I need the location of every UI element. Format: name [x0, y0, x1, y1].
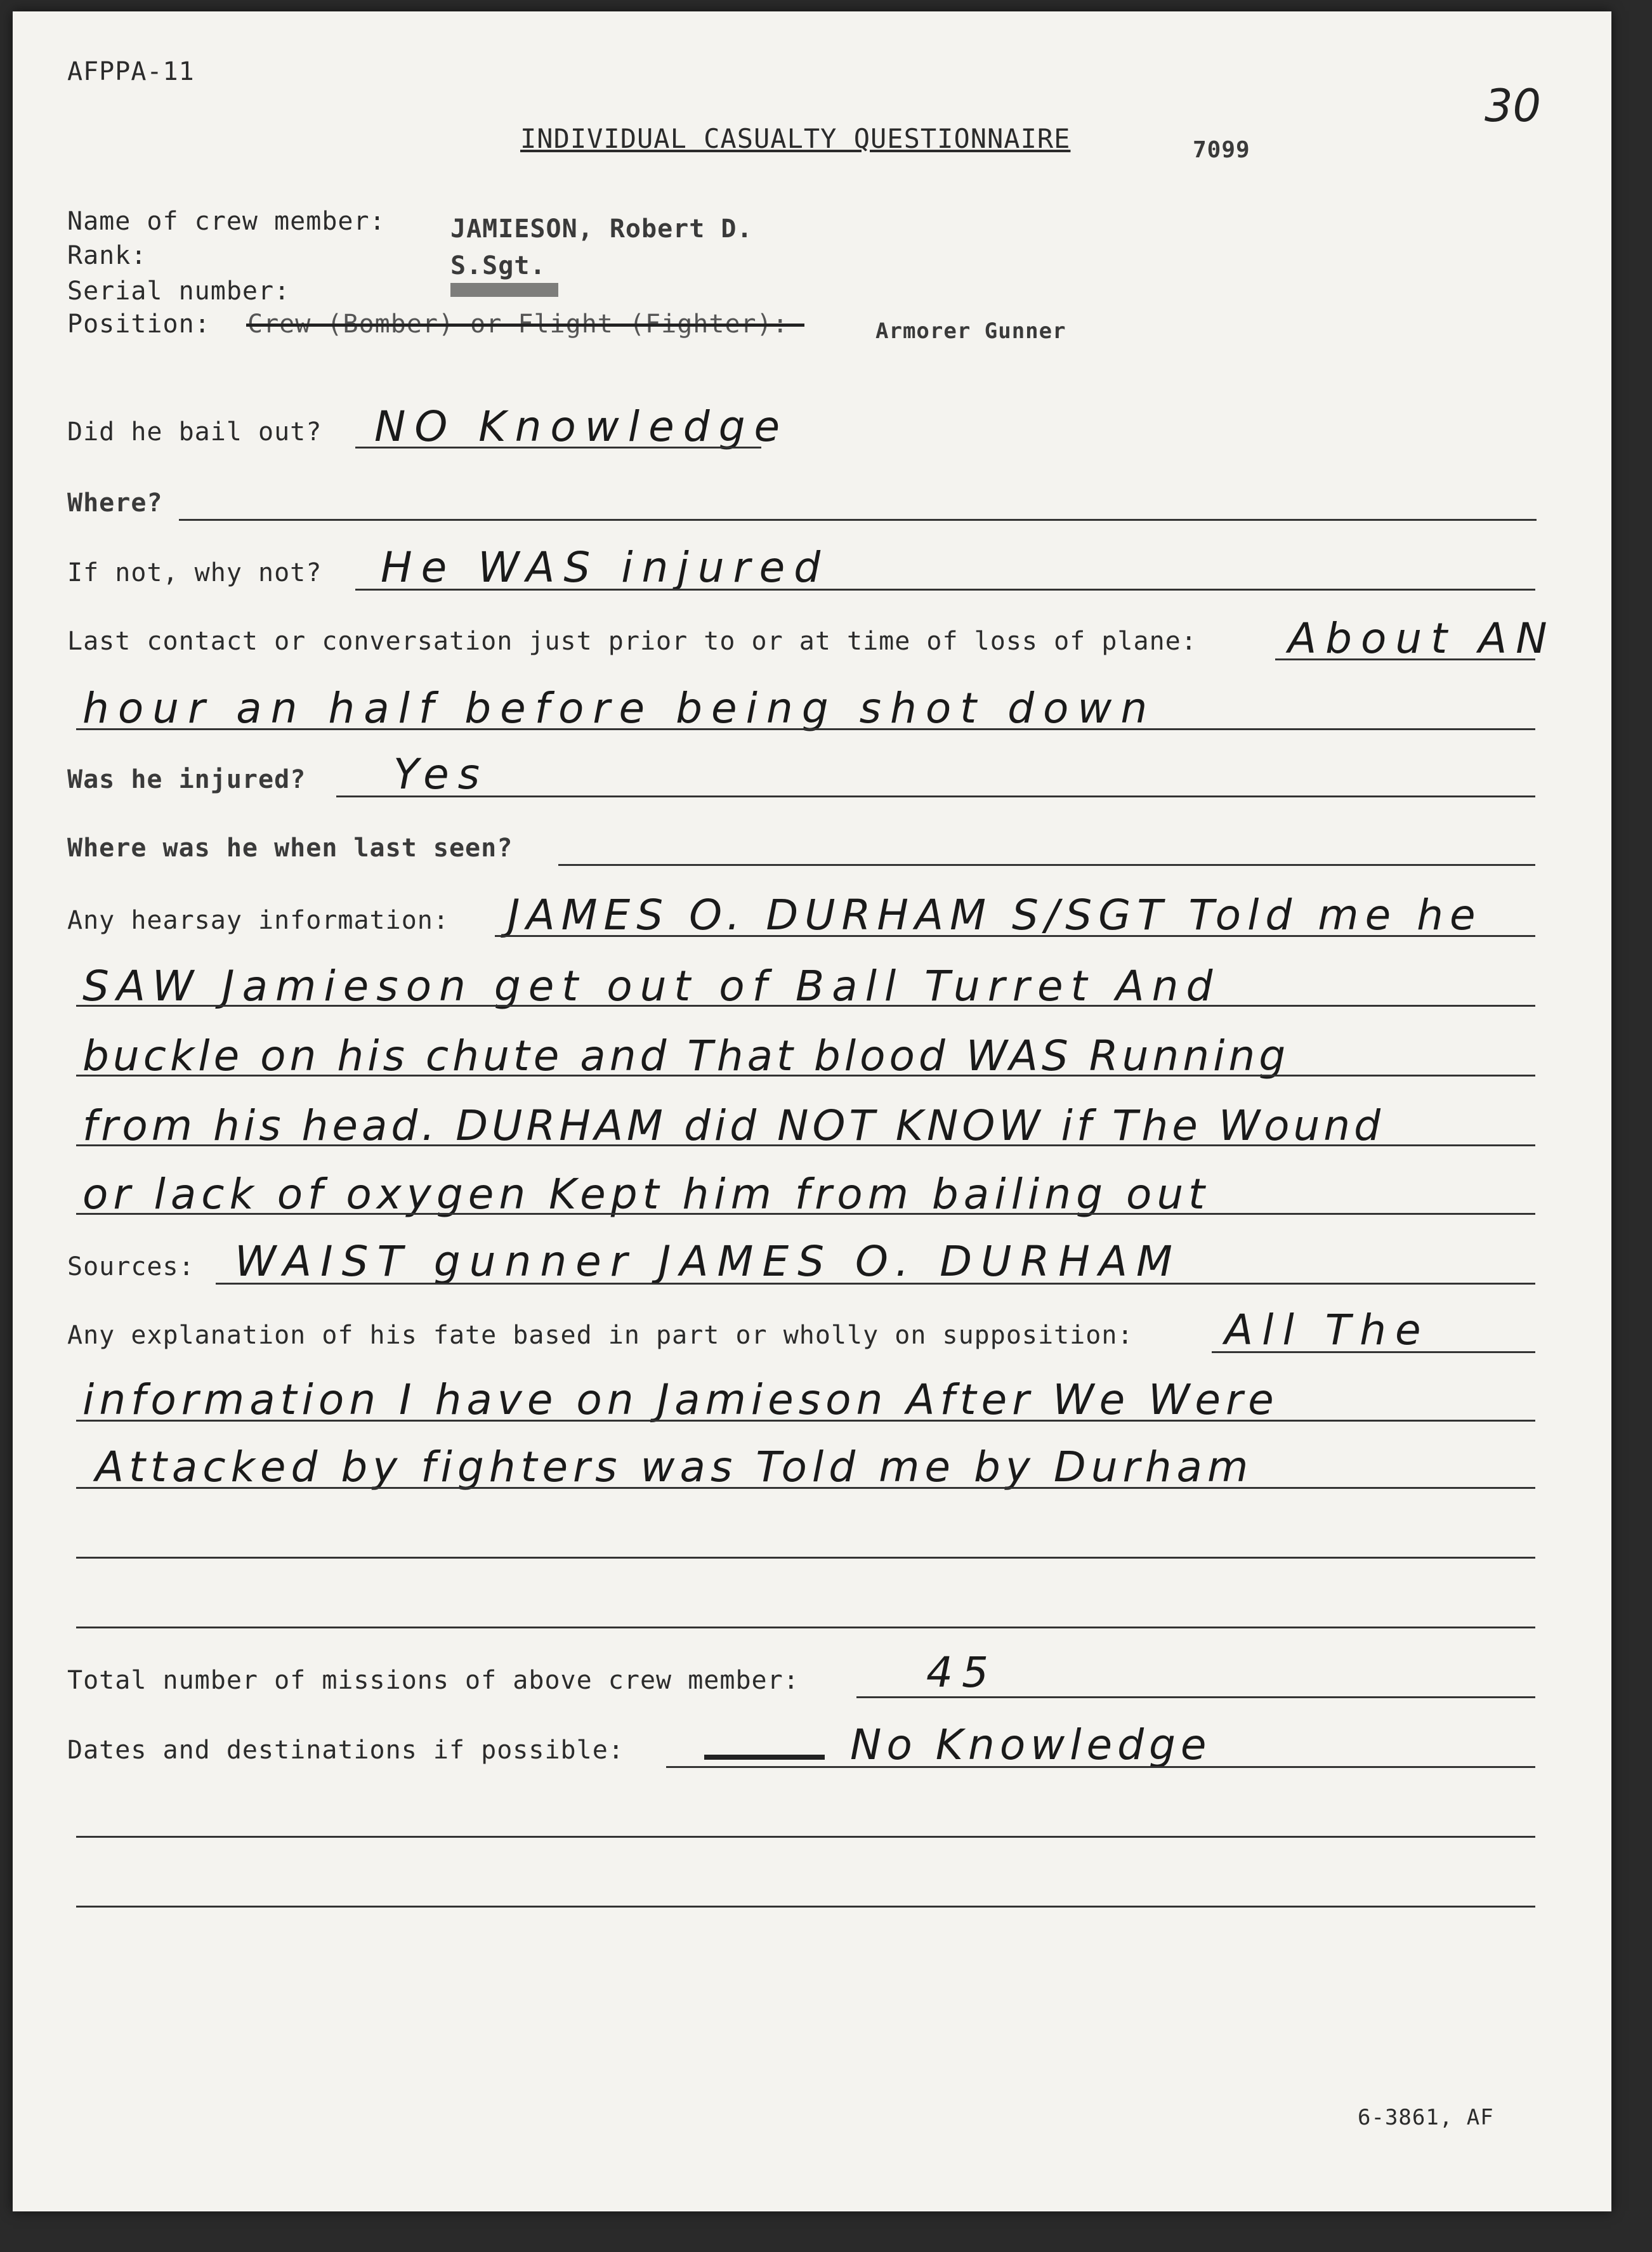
hearsay-label: Any hearsay information:: [67, 906, 449, 935]
dates-label: Dates and destinations if possible:: [67, 1736, 624, 1765]
hearsay-rule-4: [76, 1144, 1535, 1146]
where-label: Where?: [67, 488, 163, 518]
form-title: INDIVIDUAL CASUALTY QUESTIONNAIRE: [520, 123, 1071, 154]
last-contact-label: Last contact or conversation just prior to or at time of loss of plane:: [67, 627, 1197, 656]
explanation-rule-1: [76, 1420, 1535, 1422]
stamp-number: 7099: [1193, 137, 1250, 163]
explanation-rule-2: [76, 1487, 1535, 1489]
hearsay-rule-2: [76, 1005, 1535, 1007]
form-code: 6-3861, AF: [1358, 2105, 1494, 2130]
missions-label: Total number of missions of above crew member:: [67, 1666, 799, 1695]
explanation-line-1: information I have on Jamieson After We Were: [82, 1375, 1279, 1424]
injured-line: [336, 795, 1535, 797]
name-label: Name of crew member:: [67, 207, 386, 236]
why-not-label: If not, why not?: [67, 558, 322, 587]
last-contact-line-1: [1275, 658, 1535, 660]
why-not-answer: He WAS injured: [381, 543, 830, 592]
last-seen-line: [558, 864, 1535, 866]
serial-label: Serial number:: [67, 277, 291, 306]
position-struck-text: Crew (Bomber) or Flight (Fighter):: [247, 310, 789, 339]
serial-redaction: [450, 283, 558, 297]
sources-label: Sources:: [67, 1252, 195, 1281]
name-value: JAMIESON, Robert D.: [450, 214, 753, 244]
hearsay-line-2: SAW Jamieson get out of Ball Turret And: [82, 962, 1221, 1011]
form-id: AFPPA-11: [67, 57, 195, 86]
dates-answer: No Knowledge: [850, 1720, 1212, 1769]
position-label: Position:: [67, 310, 211, 339]
hearsay-rule-5: [76, 1213, 1535, 1215]
explanation-rule-0: [1212, 1351, 1535, 1353]
dates-line: [666, 1766, 1535, 1768]
where-line: [179, 519, 1537, 521]
explanation-label: Any explanation of his fate based in part or wholly on supposition:: [67, 1321, 1134, 1350]
dates-rule-2: [76, 1836, 1535, 1838]
injured-answer: Yes: [393, 750, 489, 799]
position-strikeout: [246, 324, 804, 327]
rank-value: S.Sgt.: [450, 251, 546, 280]
hearsay-line-3: buckle on his chute and That blood WAS Running: [82, 1031, 1290, 1080]
last-seen-label: Where was he when last seen?: [67, 834, 513, 863]
bail-line: [355, 447, 761, 448]
last-contact-answer-1: About AN: [1288, 614, 1556, 663]
bail-answer: NO Knowledge: [374, 402, 789, 451]
last-contact-line-2: [76, 728, 1535, 730]
explanation-answer-1: All The: [1224, 1306, 1430, 1354]
sources-line: [216, 1283, 1535, 1285]
last-contact-answer-2: hour an half before being shot down: [82, 684, 1157, 733]
page-number: 30: [1485, 80, 1542, 132]
explanation-line-2: Attacked by fighters was Told me by Durham: [95, 1443, 1254, 1491]
hearsay-line-5: or lack of oxygen Kept him from bailing out: [82, 1170, 1210, 1219]
hearsay-rule-3: [76, 1075, 1535, 1077]
missions-answer: 45: [926, 1648, 997, 1697]
questionnaire-page: [13, 11, 1611, 2211]
injured-label: Was he injured?: [67, 765, 306, 794]
missions-line: [856, 1696, 1535, 1698]
rank-label: Rank:: [67, 241, 147, 270]
hearsay-line-1: JAMES O. DURHAM S/SGT Told me he: [508, 891, 1482, 939]
dates-rule-3: [76, 1906, 1535, 1908]
explanation-rule-4: [76, 1627, 1535, 1628]
sources-answer: WAIST gunner JAMES O. DURHAM: [235, 1237, 1181, 1286]
bail-label: Did he bail out?: [67, 417, 322, 447]
hearsay-line-4: from his head. DURHAM did NOT KNOW if The Wound: [82, 1101, 1385, 1150]
why-not-line: [355, 589, 1535, 591]
position-value: Armorer Gunner: [875, 318, 1066, 344]
dates-scribble: [704, 1755, 825, 1760]
explanation-rule-3: [76, 1557, 1535, 1559]
hearsay-rule-1: [495, 935, 1535, 937]
